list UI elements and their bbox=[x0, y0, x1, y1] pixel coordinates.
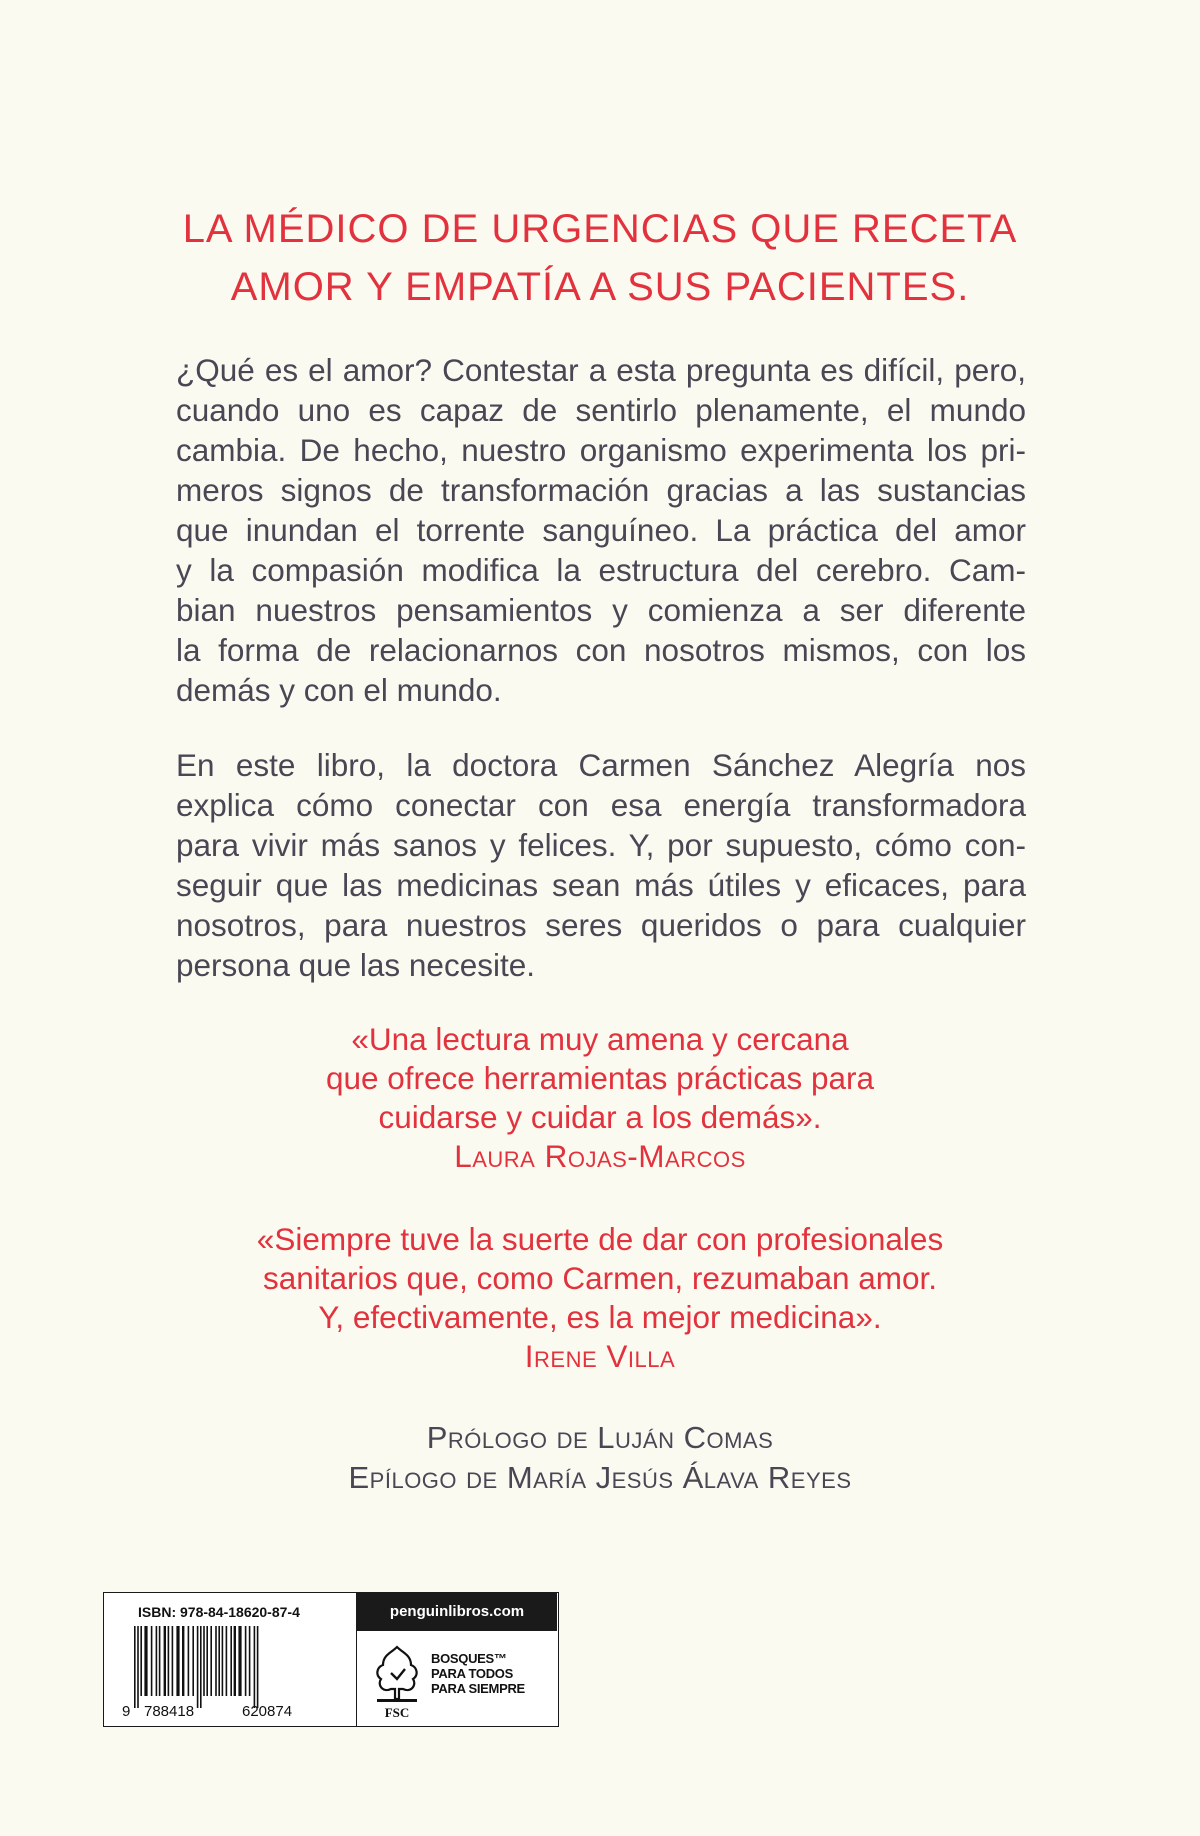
barcode-bar bbox=[156, 1626, 158, 1696]
paragraph-line: bian nuestros pensamientos y comienza a ser diferente bbox=[176, 592, 1026, 628]
barcode-bar bbox=[218, 1626, 220, 1696]
barcode-bar bbox=[137, 1626, 139, 1708]
publisher-panel bbox=[357, 1593, 557, 1726]
barcode-bar bbox=[134, 1626, 136, 1708]
paragraph-line: y la compasión modifica la estructura del cerebro. Cam- bbox=[176, 552, 1026, 588]
isbn-barcode bbox=[104, 1593, 357, 1726]
paragraph-line: la forma de relacionarnos con nosotros mismos, con los bbox=[176, 632, 1026, 668]
barcode-bars bbox=[122, 1622, 352, 1722]
prologue-credit: Prólogo de Luján Comas bbox=[426, 1420, 774, 1455]
barcode-bar bbox=[257, 1626, 259, 1708]
barcode-bar bbox=[222, 1626, 224, 1696]
barcode-bar bbox=[176, 1626, 179, 1696]
paragraph-line: En este libro, la doctora Carmen Sánchez Alegría nos bbox=[176, 747, 1026, 783]
paragraph-line: explica cómo conectar con esa energía transformadora bbox=[176, 787, 1026, 823]
credits bbox=[100, 1418, 1100, 1498]
barcode-bar bbox=[206, 1626, 208, 1696]
barcode-bar bbox=[188, 1626, 190, 1696]
barcode-bar bbox=[192, 1626, 194, 1696]
paragraph-line: demás y con el mundo. bbox=[176, 672, 502, 708]
barcode-icon bbox=[122, 1622, 352, 1722]
barcode-bar bbox=[164, 1626, 166, 1696]
fsc-slogan bbox=[431, 1651, 525, 1696]
paragraph-line: persona que las necesite. bbox=[176, 947, 535, 983]
paragraph-line: que inundan el torrente sanguíneo. La práctica del amor bbox=[176, 512, 1026, 548]
paragraph-line: meros signos de transformación gracias a las sustancias bbox=[176, 472, 1026, 508]
barcode-bar bbox=[197, 1626, 199, 1708]
barcode-bar bbox=[159, 1626, 161, 1696]
barcode-digits: 788418 bbox=[144, 1703, 195, 1720]
barcode-bar bbox=[182, 1626, 184, 1696]
barcode-bar bbox=[215, 1626, 217, 1696]
barcode-bar bbox=[238, 1626, 241, 1696]
barcode-bar bbox=[200, 1626, 202, 1708]
epilogue-credit: Epílogo de María Jesús Álava Reyes bbox=[348, 1460, 852, 1495]
headline-line: AMOR Y EMPATÍA A SUS PACIENTES. bbox=[230, 265, 970, 309]
barcode-bar bbox=[151, 1626, 153, 1696]
isbn-label: ISBN: 978-84-18620-87-4 bbox=[138, 1604, 300, 1620]
quote-line: que ofrece herramientas prácticas para bbox=[325, 1060, 875, 1096]
barcode-bar bbox=[245, 1626, 247, 1696]
quote-line: cuidarse y cuidar a los demás». bbox=[378, 1099, 822, 1135]
fsc-slogan-line: BOSQUES™ bbox=[431, 1651, 507, 1666]
synopsis-paragraph-2 bbox=[176, 745, 1026, 985]
barcode-bar bbox=[168, 1626, 170, 1696]
barcode-bar bbox=[144, 1626, 147, 1696]
quote-line: Y, efectivamente, es la mejor medicina». bbox=[318, 1299, 882, 1335]
fsc-slogan-line: PARA TODOS bbox=[431, 1666, 513, 1681]
quote-line: sanitarios que, como Carmen, rezumaban amor. bbox=[262, 1260, 938, 1296]
barcode-bar bbox=[172, 1626, 174, 1696]
fsc-label: FSC bbox=[384, 1705, 410, 1720]
synopsis-paragraph-1 bbox=[176, 350, 1026, 710]
paragraph-line: ¿Qué es el amor? Contestar a esta pregunta es difícil, pero, bbox=[176, 352, 1026, 388]
paragraph-line: cuando uno es capaz de sentirlo plenamente, el mundo bbox=[176, 392, 1026, 428]
blurb-quote-1 bbox=[100, 1020, 1100, 1176]
headline bbox=[100, 200, 1100, 316]
barcode-bar bbox=[234, 1626, 236, 1696]
barcode-bar bbox=[203, 1626, 205, 1696]
quote-author: Irene Villa bbox=[524, 1338, 676, 1374]
paragraph-line: cambia. De hecho, nuestro organismo experimenta los pri- bbox=[176, 432, 1026, 468]
barcode-bar bbox=[249, 1626, 251, 1696]
barcode-panel bbox=[103, 1592, 559, 1727]
fsc-tree-icon bbox=[371, 1643, 423, 1707]
paragraph-line: para vivir más sanos y felices. Y, por supuesto, cómo con- bbox=[176, 827, 1026, 863]
paragraph-line: seguir que las medicinas sean más útiles y eficaces, para bbox=[176, 867, 1026, 903]
paragraph-line: nosotros, para nuestros seres queridos o para cualquier bbox=[176, 907, 1026, 943]
publisher-website: penguinlibros.com bbox=[357, 1593, 557, 1631]
quote-line: «Una lectura muy amena y cercana bbox=[351, 1021, 849, 1057]
barcode-digits: 9 bbox=[122, 1703, 131, 1720]
headline-line: LA MÉDICO DE URGENCIAS QUE RECETA bbox=[182, 207, 1018, 251]
fsc-slogan-line: PARA SIEMPRE bbox=[431, 1681, 525, 1696]
barcode-bar bbox=[230, 1626, 232, 1696]
barcode-bar bbox=[140, 1626, 142, 1696]
barcode-digits: 620874 bbox=[242, 1703, 293, 1720]
blurb-quote-2 bbox=[100, 1220, 1100, 1376]
quote-line: «Siempre tuve la suerte de dar con profesionales bbox=[256, 1221, 944, 1257]
quote-author: Laura Rojas-Marcos bbox=[454, 1138, 746, 1174]
barcode-bar bbox=[254, 1626, 256, 1708]
barcode-bar bbox=[210, 1626, 212, 1696]
barcode-bar bbox=[226, 1626, 228, 1696]
